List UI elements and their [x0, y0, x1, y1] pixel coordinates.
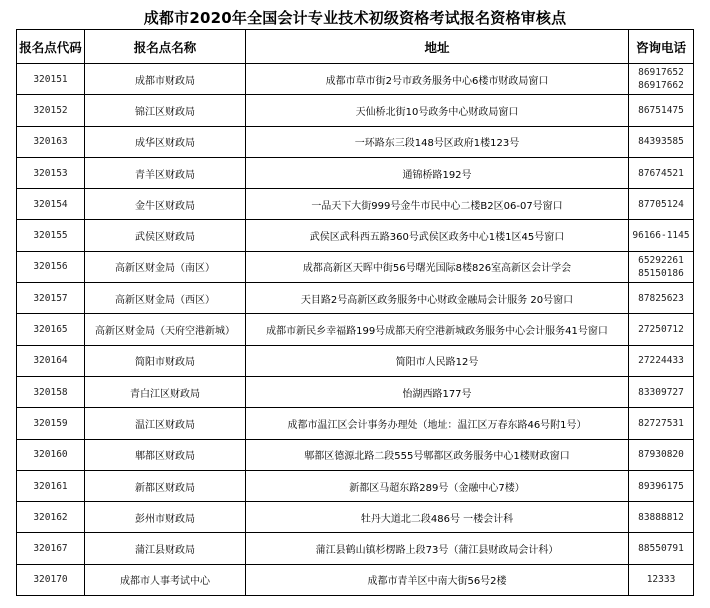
site-phone — [629, 314, 694, 345]
site-phone — [629, 157, 694, 188]
phone-number: 87705124 — [638, 198, 684, 210]
site-address: 成都市新民乡幸福路199号成都天府空港新城政务服务中心会计服务41号窗口 — [246, 314, 629, 345]
site-phone — [629, 533, 694, 564]
site-phone — [629, 376, 694, 407]
site-name: 温江区财政局 — [85, 408, 246, 439]
site-address: 怡湖西路177号 — [246, 376, 629, 407]
site-phone — [629, 408, 694, 439]
site-phone — [629, 470, 694, 501]
site-code: 320158 — [17, 376, 85, 407]
exam-sites-table — [16, 29, 694, 596]
site-address: 天仙桥北街10号政务中心财政局窗口 — [246, 95, 629, 126]
site-code: 320165 — [17, 314, 85, 345]
site-address: 成都市草市街2号市政务服务中心6楼市财政局窗口 — [246, 64, 629, 95]
table-header-row — [17, 30, 694, 64]
phone-number: 65292261 — [638, 254, 684, 266]
site-address: 新都区马超东路289号（金融中心7楼） — [246, 470, 629, 501]
site-name: 高新区财金局（南区） — [85, 251, 246, 282]
site-phone — [629, 126, 694, 157]
site-name: 高新区财金局（西区） — [85, 283, 246, 314]
site-name: 新都区财政局 — [85, 470, 246, 501]
table-row — [17, 283, 694, 314]
table-row — [17, 470, 694, 501]
table-row — [17, 408, 694, 439]
site-code: 320159 — [17, 408, 85, 439]
table-row — [17, 502, 694, 533]
site-address: 简阳市人民路12号 — [246, 345, 629, 376]
header-address: 地址 — [246, 30, 629, 64]
site-address: 牡丹大道北二段486号 一楼会计科 — [246, 502, 629, 533]
site-name: 简阳市财政局 — [85, 345, 246, 376]
site-address: 成都市青羊区中南大街56号2楼 — [246, 564, 629, 595]
phone-number: 86751475 — [638, 104, 684, 116]
site-code: 320162 — [17, 502, 85, 533]
site-code: 320161 — [17, 470, 85, 501]
table-row — [17, 345, 694, 376]
site-name: 彭州市财政局 — [85, 502, 246, 533]
site-phone — [629, 189, 694, 220]
phone-number: 12333 — [646, 574, 676, 586]
phone-number: 82727531 — [638, 417, 684, 429]
site-code: 320163 — [17, 126, 85, 157]
phone-number: 83309727 — [638, 386, 684, 398]
site-code: 320152 — [17, 95, 85, 126]
table-row — [17, 314, 694, 345]
site-code: 320156 — [17, 251, 85, 282]
phone-number: 87930820 — [638, 449, 684, 461]
site-phone — [629, 95, 694, 126]
site-address: 天目路2号高新区政务服务中心财政金融局会计服务 20号窗口 — [246, 283, 629, 314]
table-row — [17, 64, 694, 95]
site-code: 320164 — [17, 345, 85, 376]
phone-number: 89396175 — [638, 480, 684, 492]
site-phone — [629, 220, 694, 251]
site-address: 蒲江县鹤山镇杉楞路上段73号（蒲江县财政局会计科） — [246, 533, 629, 564]
site-name: 青白江区财政局 — [85, 376, 246, 407]
site-phone — [629, 345, 694, 376]
site-address: 一品天下大街999号金牛市民中心二楼B2区06-07号窗口 — [246, 189, 629, 220]
table-row — [17, 189, 694, 220]
phone-number-secondary: 86917662 — [638, 80, 684, 92]
table-row — [17, 95, 694, 126]
site-phone — [629, 251, 694, 282]
site-name: 高新区财金局（天府空港新城） — [85, 314, 246, 345]
phone-number: 86917652 — [638, 67, 684, 79]
table-row — [17, 439, 694, 470]
site-address: 一环路东三段148号区政府1楼123号 — [246, 126, 629, 157]
site-phone — [629, 502, 694, 533]
phone-number: 88550791 — [638, 543, 684, 555]
site-code: 320151 — [17, 64, 85, 95]
table-row — [17, 564, 694, 595]
site-code: 320154 — [17, 189, 85, 220]
site-name: 成华区财政局 — [85, 126, 246, 157]
site-code: 320170 — [17, 564, 85, 595]
site-name: 蒲江县财政局 — [85, 533, 246, 564]
table-row — [17, 251, 694, 282]
table-row — [17, 376, 694, 407]
phone-number: 27250712 — [638, 324, 684, 336]
site-code: 320155 — [17, 220, 85, 251]
site-name: 郫都区财政局 — [85, 439, 246, 470]
header-name: 报名点名称 — [85, 30, 246, 64]
site-name: 成都市财政局 — [85, 64, 246, 95]
site-name: 成都市人事考试中心 — [85, 564, 246, 595]
phone-number: 84393585 — [638, 136, 684, 148]
header-code: 报名点代码 — [17, 30, 85, 64]
phone-number: 87674521 — [638, 167, 684, 179]
site-address: 成都市温江区会计事务办理处（地址：温江区万春东路46号附1号） — [246, 408, 629, 439]
site-name: 金牛区财政局 — [85, 189, 246, 220]
site-address: 通锦桥路192号 — [246, 157, 629, 188]
site-name: 武侯区财政局 — [85, 220, 246, 251]
site-code: 320153 — [17, 157, 85, 188]
table-row — [17, 126, 694, 157]
site-phone — [629, 64, 694, 95]
site-address: 成都高新区天晖中街56号曙光国际8楼826室高新区会计学会 — [246, 251, 629, 282]
table-row — [17, 220, 694, 251]
phone-number: 87825623 — [638, 292, 684, 304]
table-row — [17, 157, 694, 188]
phone-number-secondary: 85150186 — [638, 267, 684, 279]
site-code: 320157 — [17, 283, 85, 314]
site-code: 320160 — [17, 439, 85, 470]
site-address: 郫都区德源北路二段555号郫都区政务服务中心1楼财政窗口 — [246, 439, 629, 470]
phone-number: 96166-1145 — [632, 230, 690, 242]
site-phone — [629, 283, 694, 314]
site-code: 320167 — [17, 533, 85, 564]
site-phone — [629, 439, 694, 470]
site-phone — [629, 564, 694, 595]
table-row — [17, 533, 694, 564]
site-name: 青羊区财政局 — [85, 157, 246, 188]
site-address: 武侯区武科西五路360号武侯区政务中心1楼1区45号窗口 — [246, 220, 629, 251]
phone-number: 83888812 — [638, 511, 684, 523]
site-name: 锦江区财政局 — [85, 95, 246, 126]
page-title: 成都市2020年全国会计专业技术初级资格考试报名资格审核点 — [143, 9, 567, 27]
header-phone: 咨询电话 — [629, 30, 694, 64]
phone-number: 27224433 — [638, 355, 684, 367]
